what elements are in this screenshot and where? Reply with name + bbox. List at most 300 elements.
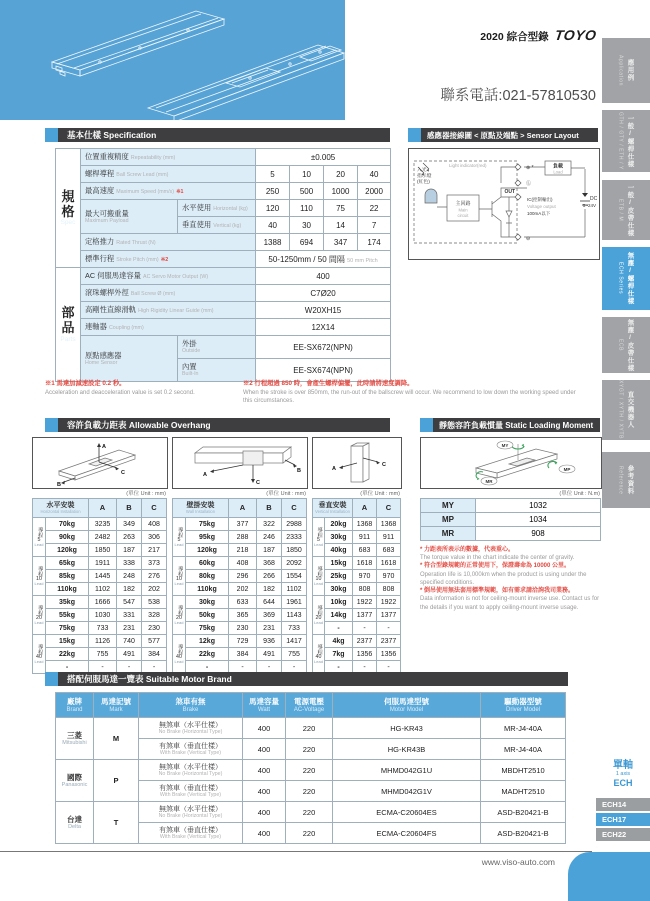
table-row	[313, 544, 401, 557]
table-row	[173, 622, 307, 635]
label-zh: 連軸器	[85, 322, 107, 331]
tab-label-en: Reference	[617, 465, 624, 495]
table-row	[173, 557, 307, 570]
brake-zh: 有煞車（垂直仕樣）	[159, 784, 222, 792]
brake-cell	[139, 823, 243, 844]
label-cell	[81, 200, 178, 234]
table-row	[313, 648, 401, 661]
terminal-l-label: Ⓛ	[526, 181, 532, 187]
driver-model-cell: MR-J4-40A	[481, 718, 566, 739]
value-cell: 500	[290, 183, 324, 200]
tab-label-en: GTH / GTY / ETH / Y	[617, 112, 624, 170]
value-cell: 20	[324, 166, 358, 183]
value-cell: 733	[89, 622, 117, 635]
accent-square-icon	[45, 672, 58, 686]
value-cell: -	[142, 661, 167, 674]
header-zh: 驅動器型號	[504, 696, 542, 706]
lead-label-en: Lead	[34, 658, 44, 664]
lead-label-en: Lead	[314, 658, 323, 664]
value-cell: 248	[117, 570, 142, 583]
table-row	[313, 570, 401, 583]
lead-number: 5	[317, 536, 320, 543]
value-cell: 1377	[353, 609, 377, 622]
value-cell: 1922	[377, 596, 401, 609]
value-cell: 296	[229, 570, 257, 583]
note-en: The torque value in the chart indicate the center of gravity.	[420, 555, 575, 562]
value-cell: 729	[229, 635, 257, 648]
label-cell	[81, 285, 256, 302]
lead-label: 導程	[36, 527, 43, 538]
value-cell: 547	[117, 596, 142, 609]
weight-cell: 22kg	[186, 648, 229, 661]
footnote-zh: ※2 行程超過 850 時，會產生螺桿偏擺，此時請將速度調降。	[243, 380, 414, 387]
note-en: Data information is not for ceiling-mount inverse use. Contact us for the details if you want to apply ceiling-mount inverse usage.	[420, 596, 600, 611]
brake-zh: 有煞車（垂直仕樣）	[159, 742, 222, 750]
note-zh: * 力距表所表示的數據，代表重心。	[420, 547, 515, 553]
value-cell: 2988	[282, 518, 307, 531]
spec-footnote-2	[243, 380, 578, 405]
tab-ech17[interactable]: ECH17	[596, 813, 650, 826]
weight-cell: 70kg	[46, 518, 89, 531]
label-en: Stroke Pitch (mm)	[116, 257, 159, 263]
indicator-label-2: 指示燈	[417, 174, 432, 179]
lead-number: 10	[36, 575, 42, 582]
header-zh: 馬達容量	[249, 696, 279, 706]
tab-ech14[interactable]: ECH14	[596, 798, 650, 811]
wall-install-diagram	[172, 437, 308, 489]
weight-cell: 30kg	[186, 596, 229, 609]
value-cell: 1445	[89, 570, 117, 583]
value-cell: 14	[324, 217, 358, 234]
sidebar-tab-etb-m[interactable]	[602, 180, 650, 240]
sidebar-tab-xy-robot[interactable]	[602, 380, 650, 440]
value-cell: 2377	[377, 635, 401, 648]
brake-cell	[139, 760, 243, 781]
linear-actuator-drawing	[0, 0, 345, 120]
value-cell: 1417	[282, 635, 307, 648]
footnote-en: When the stroke is over 850mm, the run-out of the ballscrew will occur. We recommend to low down the working speed under this circumstances.	[243, 389, 576, 404]
label-cell	[81, 336, 178, 382]
value-cell: 276	[142, 570, 167, 583]
lead-group-cell	[173, 557, 186, 596]
header-en: Driver Model	[505, 706, 540, 713]
value-cell: 1922	[353, 596, 377, 609]
section-title: 搭配伺服馬達一覽表 Suitable Motor Brand	[67, 674, 232, 684]
value-cell: 288	[229, 531, 257, 544]
lead-number: 5	[177, 536, 181, 543]
weight-cell: 80kg	[186, 570, 229, 583]
footnote-en: Acceleration and deacceleration value is set 0.2 second.	[45, 389, 195, 396]
value-cell	[256, 251, 391, 268]
spec-group-cell	[56, 268, 81, 382]
value-cell: 10	[290, 166, 324, 183]
table-name-en: Wall Installation	[185, 508, 216, 514]
footnote-mark: ※2	[160, 257, 169, 263]
axis-series: ECH	[613, 777, 633, 788]
brake-en: With Brake (Vertical Type)	[159, 791, 222, 798]
lead-group-cell	[173, 518, 186, 557]
table-name-zh: 水平安裝	[46, 501, 75, 509]
voltage-cell: 220	[286, 802, 333, 823]
unit-label: (單位 Unit : mm)	[126, 491, 166, 497]
note-en: Operation life is 10,000km when the product is using under the specified conditions.	[420, 571, 587, 586]
table-header-row	[173, 499, 307, 518]
weight-cell: 14kg	[325, 609, 353, 622]
table-row	[33, 544, 167, 557]
value-cell: 250	[256, 183, 290, 200]
wall-install-table	[172, 498, 307, 674]
weight-cell: 15kg	[325, 557, 353, 570]
website-url[interactable]: www.viso-auto.com	[481, 857, 555, 867]
moment-diagram	[420, 437, 602, 489]
column-header	[481, 693, 566, 718]
load-label-en: Load	[553, 169, 563, 175]
unit-label: (單位 Unit : mm)	[266, 491, 306, 497]
lead-group-cell	[173, 596, 186, 635]
weight-cell: 75kg	[186, 622, 229, 635]
lead-label: 導程	[316, 605, 323, 616]
label-en: Vertical (kg)	[213, 223, 242, 229]
label-cell	[81, 149, 256, 166]
weight-cell: 12kg	[186, 635, 229, 648]
column-header	[286, 693, 333, 718]
value-cell: 408	[142, 518, 167, 531]
spec-table	[55, 148, 391, 382]
header-zh: 電源電壓	[294, 696, 324, 706]
moment-key: MY	[421, 499, 476, 513]
value-cell: 740	[117, 635, 142, 648]
table-row	[173, 518, 307, 531]
section-title: 感應器接線圖 < 原點及端點 > Sensor Layout	[427, 131, 579, 140]
brand-zh: 國際	[67, 772, 82, 782]
value-cell: -	[89, 661, 117, 674]
group-label-zh: 部品	[61, 305, 75, 335]
lead-group-cell	[313, 557, 325, 596]
value-cell: 683	[353, 544, 377, 557]
table-row	[313, 609, 401, 622]
watt-cell: 400	[243, 739, 286, 760]
lead-group-cell	[33, 518, 46, 557]
watt-cell: 400	[243, 760, 286, 781]
table-row	[313, 557, 401, 570]
brake-en: With Brake (Vertical Type)	[159, 833, 222, 840]
unit-label: (單位 Unit : mm)	[360, 491, 400, 497]
value-cell: 3235	[89, 518, 117, 531]
label-en: Coupling (mm)	[108, 325, 144, 331]
lead-label: 導程	[316, 644, 323, 655]
spec-footnote-1	[45, 380, 240, 397]
brand-cell	[56, 802, 94, 844]
main-circuit-label-en1: Main	[458, 207, 468, 213]
brake-en: No Brake (Horizontal Type)	[158, 770, 223, 777]
value-cell: 266	[257, 570, 282, 583]
value-cell: 970	[353, 570, 377, 583]
label-en: Horizontal (kg)	[213, 206, 248, 212]
weight-cell: 40kg	[325, 544, 353, 557]
table-row	[313, 518, 401, 531]
value-cell: 182	[117, 583, 142, 596]
value-cell: 1126	[89, 635, 117, 648]
value-cell: 400	[256, 268, 391, 285]
column-header	[333, 693, 481, 718]
spec-section-header	[45, 128, 390, 142]
motor-table	[55, 692, 566, 844]
tab-label-en: Application	[617, 54, 624, 87]
terminal-plus-label: ⊕ *	[526, 165, 534, 171]
label-cell	[81, 251, 256, 268]
value-cell: 22	[358, 200, 391, 217]
value-cell: 328	[142, 609, 167, 622]
axis-b-label: B	[57, 482, 61, 486]
header-zh: 煞車有無	[175, 696, 206, 706]
tab-label-en: ECH Series	[617, 262, 624, 295]
current-limit-label: 100mA以下	[527, 211, 551, 216]
axis-series-label	[596, 760, 650, 789]
weight-cell: 20kg	[325, 518, 353, 531]
main-circuit-label-en2: circuit	[457, 213, 469, 218]
value-cell: 755	[282, 648, 307, 661]
moment-key: MP	[421, 513, 476, 527]
value-cell: 1356	[377, 648, 401, 661]
value-cell: 263	[117, 531, 142, 544]
moment-section-header	[420, 418, 600, 432]
value-cell: -	[353, 661, 377, 674]
brake-zh: 有煞車（垂直仕樣）	[159, 826, 222, 834]
table-row	[56, 760, 566, 781]
brand-en: Delta	[68, 824, 81, 831]
value-cell: 2333	[282, 531, 307, 544]
table-row	[173, 544, 307, 557]
sidebar-tab-ecb[interactable]	[602, 317, 650, 373]
table-row	[421, 513, 601, 527]
axis-zh: 單軸	[613, 760, 633, 771]
weight-cell: 35kg	[46, 596, 89, 609]
value-cell: 491	[257, 648, 282, 661]
value-cell: 1554	[282, 570, 307, 583]
value-cell: 755	[89, 648, 117, 661]
value-cell: 1143	[282, 609, 307, 622]
label-zh: 垂直使用	[182, 220, 212, 229]
weight-cell: 25kg	[325, 570, 353, 583]
horizontal-install-table	[32, 498, 167, 674]
weight-cell: 50kg	[186, 609, 229, 622]
terminal-minus-label: ⊖	[526, 236, 531, 242]
lead-label: 導程	[36, 566, 43, 577]
sidebar-tab-reference[interactable]	[602, 452, 650, 508]
weight-cell: 110kg	[186, 583, 229, 596]
weight-cell: 120kg	[46, 544, 89, 557]
value-cell: 733	[282, 622, 307, 635]
weight-cell: 4kg	[325, 635, 353, 648]
moment-value: 908	[476, 527, 601, 541]
brake-cell	[139, 739, 243, 760]
moment-value: 1032	[476, 499, 601, 513]
value-cell: 231	[257, 622, 282, 635]
label-zh: 高剛性直線滑軌	[85, 305, 137, 314]
value-cell: 338	[117, 557, 142, 570]
table-row	[173, 596, 307, 609]
value-cell: C7Ø20	[256, 285, 391, 302]
accent-square-icon	[45, 128, 58, 142]
tab-label-zh: 應用例	[626, 59, 634, 82]
ic-label: IC(控制輸出)	[527, 197, 553, 202]
lead-label-en: Lead	[314, 541, 323, 547]
tab-label-en: ECB	[617, 338, 624, 352]
label-zh: 標準行程	[85, 254, 115, 263]
watt-cell: 400	[243, 823, 286, 844]
table-row	[56, 285, 391, 302]
sublabel-cell	[178, 336, 256, 359]
watt-cell: 400	[243, 802, 286, 823]
table-row	[56, 319, 391, 336]
lead-group-cell	[33, 596, 46, 635]
table-header-row	[56, 693, 566, 718]
value-cell: 369	[257, 609, 282, 622]
table-name-zh: 壁掛安裝	[186, 501, 215, 509]
weight-cell: 7kg	[325, 648, 353, 661]
weight-cell: 75kg	[46, 622, 89, 635]
lead-label-en: Lead	[314, 619, 323, 625]
lead-group-cell	[173, 635, 186, 674]
label-zh: 最大可搬重量	[85, 208, 129, 218]
sidebar-tab-gth-gty-eth[interactable]	[602, 110, 650, 172]
column-header: A	[89, 499, 117, 518]
value-cell: 911	[377, 531, 401, 544]
label-zh: 定格推力	[85, 237, 115, 246]
value-cell: 306	[142, 531, 167, 544]
note-zh: * 符合型錄規範的正常使用下，保證壽命為 10000 公里。	[420, 563, 571, 570]
lead-label: 導程	[316, 566, 323, 577]
label-en: Outside	[182, 348, 201, 355]
horizontal-install-diagram	[32, 437, 168, 489]
value-cell: 970	[377, 570, 401, 583]
brake-zh: 無煞車（水平仕樣）	[159, 763, 222, 771]
label-cell	[81, 183, 256, 200]
label-en: Maximum Payload	[85, 217, 129, 224]
header-en: Mark	[109, 706, 123, 713]
lead-group-cell	[313, 596, 325, 635]
lead-label: 導程	[36, 605, 43, 616]
table-row	[313, 596, 401, 609]
tab-label-zh: 參考資料	[626, 465, 634, 495]
accent-square-icon	[408, 128, 421, 142]
value-cell: 633	[229, 596, 257, 609]
tab-label-zh: 無塵/皮帶仕樣	[626, 318, 634, 372]
value-cell: -	[117, 661, 142, 674]
label-zh: 滾珠螺桿外徑	[85, 288, 129, 297]
header-en: Motor Model	[389, 706, 424, 713]
value-cell: 187	[257, 544, 282, 557]
table-row	[173, 635, 307, 648]
sidebar-tab-ech-series[interactable]	[602, 247, 650, 310]
value-cell: 936	[257, 635, 282, 648]
section-title: 基本仕樣 Specification	[67, 130, 157, 140]
brake-en: No Brake (Horizontal Type)	[158, 728, 223, 735]
weight-cell: 65kg	[46, 557, 89, 570]
brake-cell	[139, 718, 243, 739]
value-cell: 1850	[89, 544, 117, 557]
value-cell: 2000	[358, 183, 391, 200]
brand-cell	[56, 760, 94, 802]
driver-model-cell: MR-J4-40A	[481, 739, 566, 760]
value-cell: 331	[117, 609, 142, 622]
indicator-label-en: Light indicator(red)	[449, 163, 487, 168]
lead-number: 20	[176, 614, 182, 621]
column-header: B	[117, 499, 142, 518]
label-en: Ball Screw Ø (mm)	[130, 291, 176, 297]
table-row	[33, 570, 167, 583]
weight-cell: 90kg	[46, 531, 89, 544]
label-cell	[81, 302, 256, 319]
brake-en: No Brake (Horizontal Type)	[158, 812, 223, 819]
sublabel-cell	[178, 200, 256, 217]
value-cell: 408	[229, 557, 257, 570]
moment-table	[420, 498, 601, 541]
column-header	[56, 693, 94, 718]
value-cell: 231	[117, 622, 142, 635]
value-cell: 1356	[353, 648, 377, 661]
table-row	[56, 166, 391, 183]
brand-zh: 台達	[67, 814, 82, 824]
column-header	[243, 693, 286, 718]
value-cell: 1961	[282, 596, 307, 609]
value-cell: -	[377, 661, 401, 674]
table-row	[56, 718, 566, 739]
value-cell: 808	[353, 583, 377, 596]
table-header-row	[313, 499, 401, 518]
column-header	[139, 693, 243, 718]
value-cell: 365	[229, 609, 257, 622]
section-title: 靜態容許負載慣量 Static Loading Moment	[439, 421, 594, 430]
axis-c-label: C	[256, 480, 260, 486]
dc-voltage-label: 5~24V	[582, 203, 596, 208]
table-row	[33, 583, 167, 596]
load-label-zh: 負載	[552, 163, 564, 170]
brake-en: With Brake (Vertical Type)	[159, 749, 222, 756]
value-cell: 322	[257, 518, 282, 531]
voltage-cell: 220	[286, 760, 333, 781]
value-cell: 217	[142, 544, 167, 557]
header-zh: 廠牌	[67, 696, 82, 706]
toyo-logo: TOYO	[553, 27, 598, 43]
column-header: C	[282, 499, 307, 518]
table-row	[56, 251, 391, 268]
header-en: Watt	[257, 706, 271, 713]
value-cell: 1377	[377, 609, 401, 622]
sidebar-tab-application[interactable]	[602, 38, 650, 103]
table-name-zh: 垂直安裝	[318, 501, 347, 509]
lead-label-en: Lead	[34, 619, 44, 625]
watt-cell: 400	[243, 781, 286, 802]
lead-group-cell	[33, 557, 46, 596]
value-cell: 40	[256, 217, 290, 234]
group-label-en: Parts	[60, 335, 76, 343]
value-cell: 1911	[89, 557, 117, 570]
lead-group-cell	[313, 635, 325, 674]
lead-label-en: Lead	[174, 619, 184, 625]
label-en: Maximum Speed (mm/s)	[116, 189, 174, 195]
axis-en: 1 axis	[615, 771, 631, 777]
stroke-value: 50-1250mm / 50 間隔	[268, 254, 345, 264]
corner-decoration	[568, 852, 650, 901]
table-row	[33, 609, 167, 622]
table-row	[173, 609, 307, 622]
table-row	[33, 596, 167, 609]
tab-ech22[interactable]: ECH22	[596, 828, 650, 841]
brake-zh: 無煞車（水平仕樣）	[159, 721, 222, 729]
axis-c-label: C	[121, 470, 125, 476]
footnote-mark: ※1	[176, 189, 184, 195]
